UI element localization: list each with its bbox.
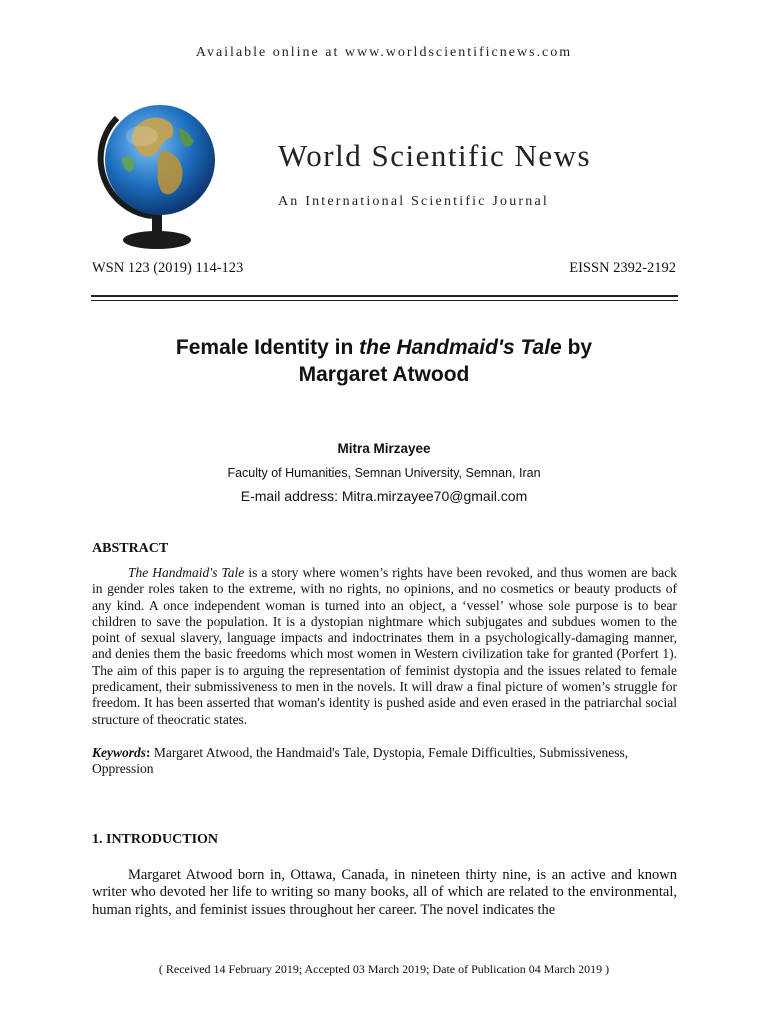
keywords-colon: : (146, 745, 151, 760)
globe-icon (92, 88, 222, 253)
keywords (92, 745, 677, 778)
wsn-reference: WSN 123 (2019) 114-123 (92, 260, 244, 276)
eissn-number: EISSN 2392-2192 (569, 260, 676, 276)
keywords-text: Margaret Atwood, the Handmaid's Tale, Dystopia, Female Difficulties, Submissiveness, Oppression (92, 745, 629, 777)
available-online-line: Available online at www.worldscientificnews.com (195, 45, 573, 60)
introduction-heading: 1. INTRODUCTION (92, 832, 219, 847)
title-line-2: Margaret Atwood (298, 363, 470, 386)
journal-subtitle: An International Scientific Journal (278, 194, 549, 209)
abstract-italic-lead: The Handmaid's Tale (128, 565, 245, 580)
author-name: Mitra Mirzayee (337, 441, 431, 456)
journal-title: World Scientific News (278, 138, 592, 173)
received-dates: ( Received 14 February 2019; Accepted 03 March 2019; Date of Publication 04 March 2019 ) (158, 962, 610, 976)
keywords-label: Keywords (92, 745, 146, 760)
introduction-body: Margaret Atwood born in, Ottawa, Canada, in nineteen thirty nine, is an active and known writer who devoted her life to writing so many books, all of which are related to the environmental, human rights, and feminist issues throughout her career. The novel indicates the (92, 867, 677, 918)
title-part-1: Female Identity in (175, 336, 360, 359)
abstract-text: is a story where women’s rights have been revoked, and thus women are back in gender roles taken to the extreme, with no rights, no opinions, and no cosmetics or beauty products of any kind. A once independent woman is turned into an object, a ‘vessel’ whose sole purpose is to bear children to save the population. It is a dystopian nightmare which subjugates and subdues women to the point of sexual slavery, language impacts and indoctrinates them in a psychologically-damaging manner, and denies them the basic freedoms which most women in Western civilization take for granted (Porfert 1). The aim of this paper is to arguing the representation of feminist dystopia and the issues related to female predicament, their submissiveness to men in the novels. It will draw a final picture of women’s struggle for freedom. It has been asserted that woman's identity is pushed aside and even erased in the patriarchal social structure of theocratic states. (92, 565, 677, 727)
author-affiliation: Faculty of Humanities, Semnan University, Semnan, Iran (227, 466, 541, 480)
title-italic: the Handmaid's Tale (359, 336, 562, 359)
abstract-body (92, 565, 677, 728)
header-rule-thick (91, 295, 678, 297)
header-rule-thin (91, 300, 678, 301)
abstract-heading: ABSTRACT (92, 541, 169, 556)
title-part-2: by (561, 336, 593, 359)
author-email: E-mail address: Mitra.mirzayee70@gmail.com (240, 488, 528, 504)
article-title (90, 334, 678, 388)
